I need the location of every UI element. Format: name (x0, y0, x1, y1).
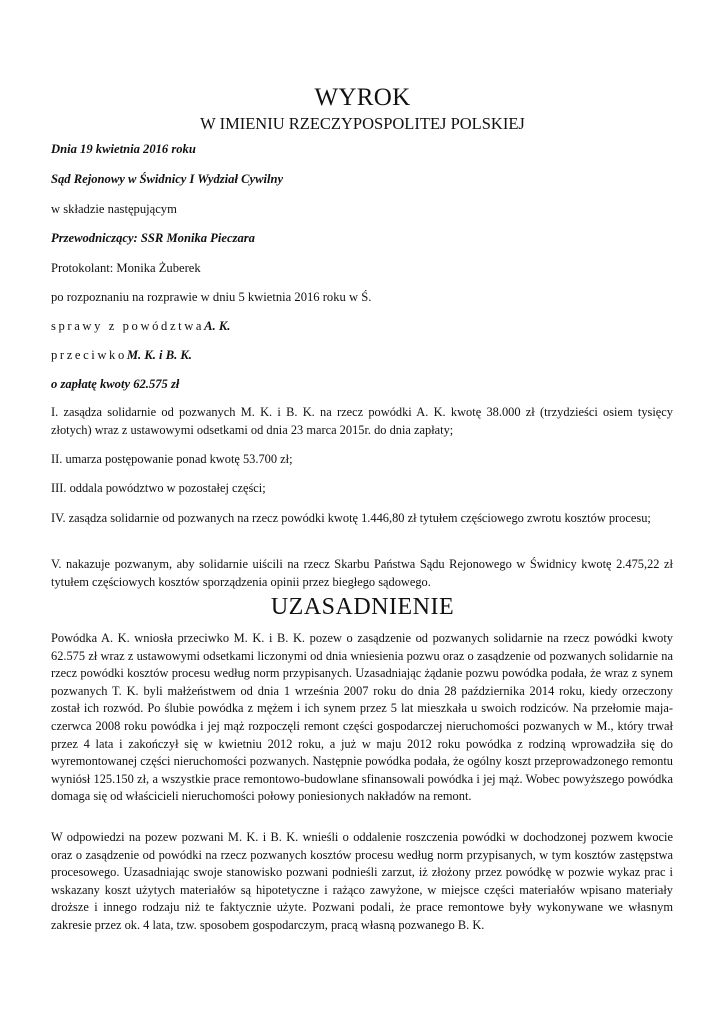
against-prefix: przeciwko (51, 348, 127, 362)
document-title: WYROK (314, 84, 411, 111)
ruling-item-1: I. zasądza solidarnie od pozwanych M. K. i B. K. na rzecz powódki A. K. kwotę 38.000 zł (trzydzieści osiem tysięcy złotych) wraz z ustawowymi odsetkami od dnia 23 marca 2015r. do dnia zapłaty; (51, 405, 673, 437)
claim-prefix: sprawy z powództwa (51, 319, 205, 333)
presiding-judge: Przewodniczący: SSR Monika Pieczara (51, 231, 255, 245)
hearing-info: po rozpoznaniu na rozprawie w dniu 5 kwietnia 2016 roku w Ś. (51, 290, 372, 304)
judgment-date: Dnia 19 kwietnia 2016 roku (51, 142, 196, 156)
case-subject: o zapłatę kwoty 62.575 zł (51, 377, 180, 391)
ruling-item-5: V. nakazuje pozwanym, aby solidarnie uiścili na rzecz Skarbu Państwa Sądu Rejonowego w Świdnicy kwotę 2.475,22 zł tytułem częściowych kosztów sporządzenia opinii przez biegłego sądowego. (51, 557, 673, 589)
composition-label: w składzie następującym (51, 202, 177, 216)
court-name: Sąd Rejonowy w Świdnicy I Wydział Cywilny (51, 172, 284, 186)
justification-paragraph: Powódka A. K. wniosła przeciwko M. K. i B. K. pozew o zasądzenie od pozwanych solidarnie na rzecz powódki kwoty 62.575 zł wraz z ustawowymi odsetkami liczonymi od dnia wniesienia pozwu oraz o zasądzenie od pozwanych solidarnie na rzecz powódki kosztów procesu według norm przypisanych. Uzasadniając żądanie pozwu powódka podała, że wraz z synem pozwanych T. K. byli małżeństwem od dnia 1 września 2007 roku do dnia 28 października 2014 roku, kiedy orzeczony został ich rozwód. Po ślubie powódka z mężem i ich synem przez 5 lat mieszkała u swoich rodziców. Na przełomie maja-czerwca 2008 roku powódka i jej mąż rozpoczęli remont części gospodarczej nieruchomości pozwanych w M., który trwał przez 4 lata i zakończył się w kwietniu 2012 roku, a już w maju 2012 roku powódka z rodziną wprowadziła się do wyremontowanej części nieruchomości pozwanych. Następnie powódka podała, że ogólny koszt przeprowadzonego remontu wyniósł 125.150 zł, a wszystkie prace remontowo-budowlane sfinansowali powódka i jej mąż. Wobec powyższego powódka domaga się od właścicieli nieruchomości połowy poniesionych nakładów na remont. (51, 631, 673, 804)
claimant-name: A. K. (204, 319, 231, 333)
claim-line (51, 318, 673, 334)
ruling-item-3: III. oddala powództwo w pozostałej części; (51, 481, 266, 495)
justification-paragraph: W odpowiedzi na pozew pozwani M. K. i B. K. wnieśli o oddalenie roszczenia powódki w dochodzonej pozwem kwocie oraz o zasądzenie od powódki na rzecz pozwanych kosztów procesu według norm przypisanych, w tym kosztów zastępstwa procesowego. Uzasadniając swoje stanowisko pozwani podnieśli zarzut, iż złożony przez powódkę w pozwie wykaz prac i wskazany koszt użytych materiałów są hipotetyczne i rażąco zawyżone, w miejsce części materiałów wpisano materiały droższe i innego rodzaju niż te faktycznie użyte. Pozwani podali, że prace remontowe były wykonywane we własnym zakresie przez ok. 4 lata, tzw. sposobem gospodarczym, pracą własną pozwanego B. K. (51, 830, 673, 932)
document-subtitle: W IMIENIU RZECZYPOSPOLITEJ POLSKIEJ (200, 114, 525, 133)
against-line (51, 347, 673, 363)
ruling-item-2: II. umarza postępowanie ponad kwotę 53.700 zł; (51, 452, 293, 466)
justification-heading: UZASADNIENIE (270, 594, 455, 620)
court-clerk: Protokolant: Monika Żuberek (51, 261, 201, 275)
defendants-names: M. K. i B. K. (126, 348, 192, 362)
ruling-item-4: IV. zasądza solidarnie od pozwanych na rzecz powódki kwotę 1.446,80 zł tytułem częściowego zwrotu kosztów procesu; (51, 511, 651, 525)
